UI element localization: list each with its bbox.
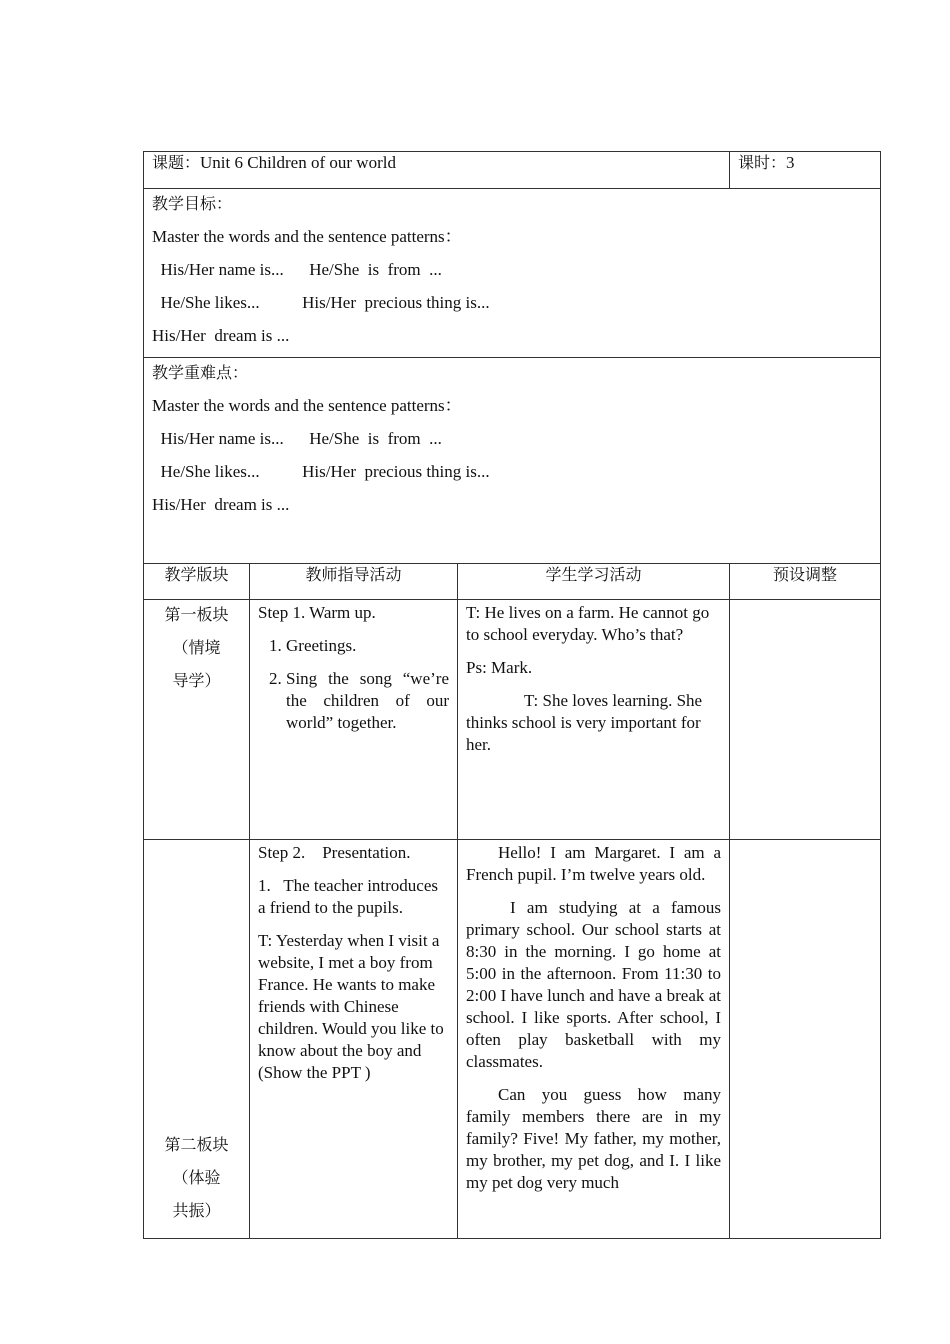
- topic-value: Unit 6 Children of our world: [200, 153, 396, 172]
- block-name-line: 第一板块: [164, 605, 229, 624]
- topic-label: 课题：: [152, 153, 201, 172]
- difficulties-line: His/Her dream is ...: [152, 495, 290, 514]
- title-row: [144, 152, 881, 189]
- objectives-line: His/Her name is... He/She is from ...: [152, 260, 442, 279]
- block-row-1: [144, 600, 881, 840]
- column-header-row: [144, 564, 881, 600]
- difficulties-line: Master the words and the sentence patterns：: [152, 396, 462, 415]
- period-label: 课时：: [738, 153, 787, 172]
- lesson-plan-page: [143, 151, 880, 1239]
- step-para: T: Yesterday when I visit a website, I met a boy from France. He wants to make friends with Chinese children. Would you like to know about the boy and (Show the PPT ): [258, 931, 444, 1082]
- spacer: [152, 842, 241, 1132]
- step-item-list: [258, 635, 449, 734]
- block-1-adjust: [730, 600, 881, 840]
- block-name-line: （情境: [172, 638, 221, 657]
- step-item: 1. Greetings.: [286, 635, 449, 657]
- step-item: 2. Sing the song “we’re the children of our world” together.: [286, 668, 449, 734]
- difficulties-heading: 教学重难点：: [152, 363, 249, 382]
- block-1-name: [144, 600, 250, 840]
- block-name-line: 导学）: [172, 671, 221, 690]
- column-header-adjust: 预设调整: [730, 564, 881, 600]
- block-2-name: [144, 840, 250, 1239]
- difficulties-cell: [144, 358, 881, 564]
- block-2-adjust: [730, 840, 881, 1239]
- block-name-line: （体验: [172, 1168, 221, 1187]
- block-1-teacher-activity: [250, 600, 458, 840]
- block-2-teacher-activity: [250, 840, 458, 1239]
- student-para: I am studying at a famous primary school. Our school starts at 8:30 in the morning. I go home at 5:00 in the afternoon. From 11:30 to 2:00 I have lunch and have a break at school. I like sports. After school, I often play basketball with my classmates.: [466, 898, 722, 1071]
- objectives-line: Master the words and the sentence patterns：: [152, 227, 462, 246]
- student-para: T: She loves learning. She thinks school is very important for her.: [466, 691, 703, 754]
- block-row-2: [144, 840, 881, 1239]
- column-header-student: 学生学习活动: [458, 564, 730, 600]
- lesson-plan-table: [143, 151, 881, 1239]
- block-name-line: 共振）: [172, 1201, 221, 1220]
- student-para: T: He lives on a farm. He cannot go to school everyday. Who’s that?: [466, 603, 710, 644]
- difficulties-line: He/She likes... His/Her precious thing is...: [152, 462, 490, 481]
- topic-cell: [144, 152, 730, 189]
- difficulties-row: [144, 358, 881, 564]
- student-para: Hello! I am Margaret. I am a French pupil. I’m twelve years old.: [466, 843, 722, 884]
- objectives-line: He/She likes... His/Her precious thing is...: [152, 293, 490, 312]
- block-2-student-activity: [458, 840, 730, 1239]
- column-header-teacher: 教师指导活动: [250, 564, 458, 600]
- column-header-block: 教学版块: [144, 564, 250, 600]
- period-cell: [730, 152, 881, 189]
- student-para: Can you guess how many family members there are in my family? Five! My father, my mother, my brother, my pet dog, and I. I like my pet dog very much: [466, 1085, 722, 1192]
- block-name-line: 第二板块: [164, 1135, 229, 1154]
- objectives-heading: 教学目标：: [152, 194, 233, 213]
- objectives-row: [144, 189, 881, 358]
- step-title: Step 2. Presentation.: [258, 843, 411, 862]
- objectives-cell: [144, 189, 881, 358]
- block-1-student-activity: [458, 600, 730, 840]
- step-title: Step 1. Warm up.: [258, 603, 376, 622]
- difficulties-line: His/Her name is... He/She is from ...: [152, 429, 442, 448]
- student-para: Ps: Mark.: [466, 658, 533, 677]
- step-para: 1. The teacher introduces a friend to the pupils.: [258, 876, 443, 917]
- period-value: 3: [786, 153, 795, 172]
- objectives-line: His/Her dream is ...: [152, 326, 290, 345]
